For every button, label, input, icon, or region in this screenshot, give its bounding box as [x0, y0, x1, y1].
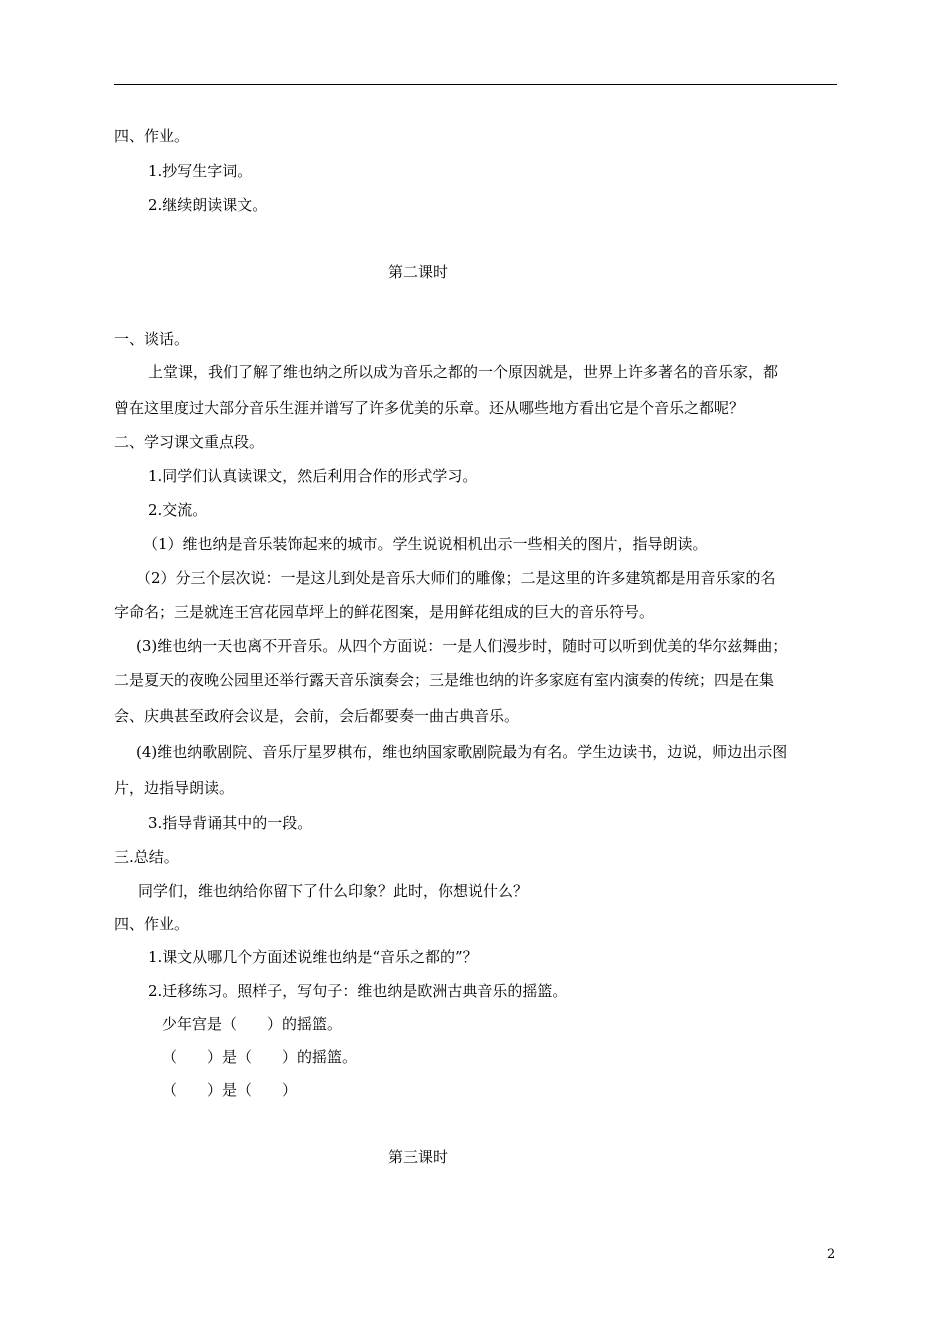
list-item: 1.抄写生字词。 [148, 162, 253, 180]
paragraph-line: 会、庆典甚至政府会议是，会前，会后都要奏一曲古典音乐。 [114, 707, 520, 725]
section-heading-study: 二、学习课文重点段。 [114, 433, 265, 451]
list-item: 3.指导背诵其中的一段。 [148, 814, 313, 832]
list-item: 2.迁移练习。照样子，写句子：维也纳是欧洲古典音乐的摇篮。 [148, 982, 568, 1000]
paragraph-line: 片，边指导朗读。 [114, 779, 235, 797]
paragraph-line: 同学们，维也纳给你留下了什么印象？此时，你想说什么？ [138, 882, 529, 900]
list-item: 1.同学们认真读课文，然后利用合作的形式学习。 [148, 467, 478, 485]
lesson-title: 第三课时 [388, 1148, 449, 1166]
list-item: 2.交流。 [148, 501, 208, 519]
section-heading-summary: 三.总结。 [114, 848, 179, 866]
fill-in-line: （ ）是（ ）的摇篮。 [162, 1048, 358, 1066]
paragraph-line: 上堂课，我们了解了维也纳之所以成为音乐之都的一个原因就是，世界上许多著名的音乐家，都 [148, 363, 779, 381]
page-number: 2 [827, 1247, 836, 1262]
section-heading-homework: 四、作业。 [114, 915, 190, 933]
fill-in-line: 少年宫是（ ）的摇篮。 [162, 1015, 343, 1033]
paragraph-line: 曾在这里度过大部分音乐生涯并谱写了许多优美的乐章。还从哪些地方看出它是个音乐之都呢？ [114, 399, 745, 417]
header-rule [114, 84, 837, 85]
paragraph-line: (4)维也纳歌剧院、音乐厅星罗棋布，维也纳国家歌剧院最为有名。学生边读书，边说，师边出示图 [136, 743, 788, 761]
fill-in-line: （ ）是（ ） [162, 1081, 298, 1099]
section-heading-homework: 四、作业。 [114, 127, 190, 145]
lesson-title: 第二课时 [388, 263, 449, 281]
paragraph-line: (3)维也纳一天也离不开音乐。从四个方面说：一是人们漫步时，随时可以听到优美的华尔兹舞曲； [136, 637, 788, 655]
list-item: 1.课文从哪几个方面述说维也纳是“音乐之都的”？ [148, 948, 478, 966]
list-item: 2.继续朗读课文。 [148, 196, 268, 214]
paragraph-line: 字命名；三是就连王宫花园草坪上的鲜花图案，是用鲜花组成的巨大的音乐符号。 [114, 603, 655, 621]
paragraph-line: （2）分三个层次说：一是这儿到处是音乐大师们的雕像；二是这里的许多建筑都是用音乐家的名 [136, 569, 776, 587]
paragraph-line: （1）维也纳是音乐装饰起来的城市。学生说说相机出示一些相关的图片，指导朗读。 [143, 535, 708, 553]
paragraph-line: 二是夏天的夜晚公园里还举行露天音乐演奏会；三是维也纳的许多家庭有室内演奏的传统；四是在集 [114, 671, 775, 689]
section-heading-talk: 一、谈话。 [114, 330, 190, 348]
